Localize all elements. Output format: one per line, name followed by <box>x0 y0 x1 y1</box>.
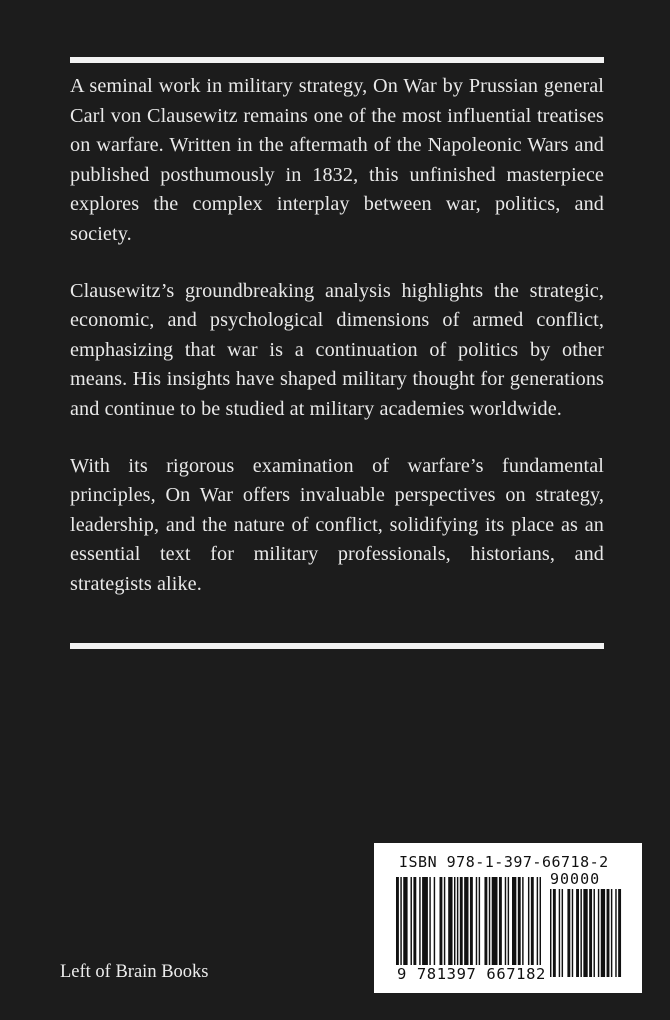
bottom-divider-rule <box>70 643 604 649</box>
blurb-text <box>70 72 604 627</box>
blurb-paragraph-3: With its rigorous examination of warfare’s fundamental principles, On War offers invaluable perspectives on strategy, leadership, and the nature of conflict, solidifying its place as an essential text for military professionals, historians, and strategists alike. <box>70 454 604 595</box>
top-divider-rule <box>70 57 604 63</box>
blurb-paragraph-2: Clausewitz’s groundbreaking analysis highlights the strategic, economic, and psychological dimensions of armed conflict, emphasizing that war is a continuation of politics by other means. His insights have shaped military thought for generations and continue to be studied at military academies worldwide. <box>70 279 604 420</box>
publisher-name: Left of Brain Books <box>60 962 209 982</box>
isbn-label: ISBN 978-1-397-66718-2 <box>399 853 609 871</box>
blurb-paragraph-1: A seminal work in military strategy, On War by Prussian general Carl von Clausewitz remains one of the most influential treatises on warfare. Written in the aftermath of the Napoleonic Wars and published posthumously in 1832, this unfinished masterpiece explores the complex interplay between war, politics, and society. <box>70 75 604 245</box>
barcode-ean-digits: 9 781397 667182 <box>397 965 546 983</box>
isbn-barcode <box>374 843 642 993</box>
barcode-addon-digits: 90000 <box>550 870 601 888</box>
